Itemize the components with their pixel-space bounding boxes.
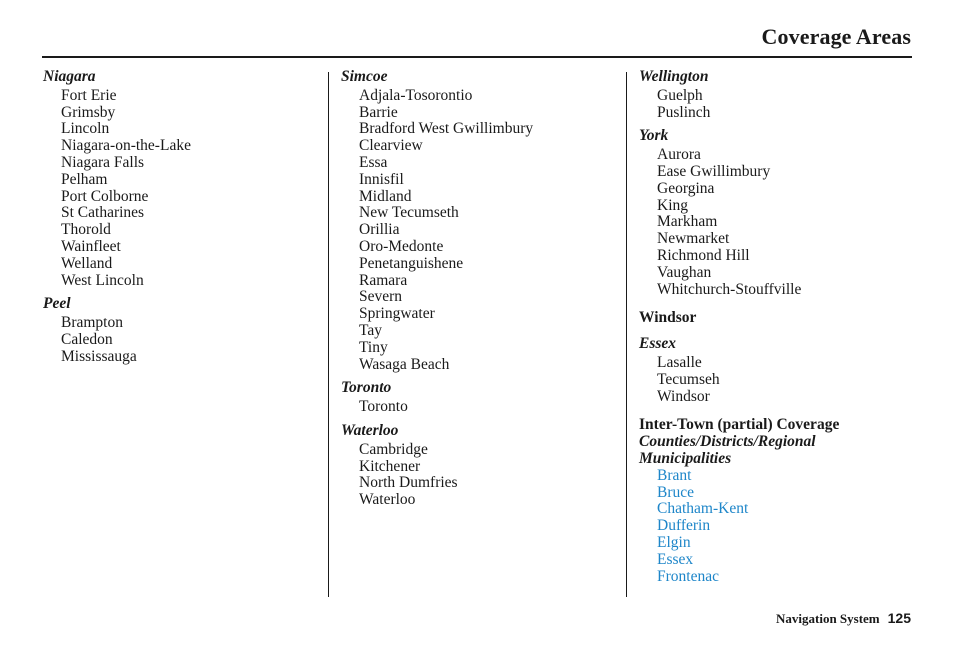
list-item: Severn	[359, 288, 403, 306]
column-divider-1	[328, 72, 329, 597]
list-item: North Dumfries	[359, 474, 458, 492]
list-item: Wasaga Beach	[359, 355, 450, 373]
list-item: Lasalle	[657, 353, 702, 371]
column-3	[639, 69, 919, 585]
group-list	[639, 88, 919, 122]
list-item: Newmarket	[657, 230, 730, 248]
list-item: Essa	[359, 153, 388, 171]
group-heading: Toronto	[341, 379, 392, 397]
list-item: Brampton	[61, 314, 123, 332]
group-list	[639, 147, 919, 298]
group-heading: Simcoe	[341, 68, 388, 85]
link-frontenac[interactable]: Frontenac	[657, 567, 719, 585]
group-list	[43, 88, 313, 290]
column-1	[43, 69, 313, 366]
list-item: Vaughan	[657, 263, 712, 281]
list-item: Thorold	[61, 221, 111, 239]
list-item: Windsor	[657, 387, 710, 405]
list-item: Whitchurch-Stouffville	[657, 280, 802, 298]
link-brant[interactable]: Brant	[657, 466, 692, 484]
link-dufferin[interactable]: Dufferin	[657, 517, 711, 535]
list-item: Niagara Falls	[61, 153, 145, 171]
link-list	[639, 468, 919, 586]
group-list	[341, 88, 616, 374]
list-item: Innisfil	[359, 170, 404, 188]
list-item: Adjala-Tosorontio	[359, 86, 473, 104]
list-item: Tecumseh	[657, 370, 720, 388]
list-item: Markham	[657, 213, 718, 231]
list-item: Aurora	[657, 146, 701, 164]
list-item: Ease Gwillimbury	[657, 162, 771, 180]
group-list	[341, 399, 616, 416]
list-item: Penetanguishene	[359, 254, 464, 272]
list-item: Kitchener	[359, 457, 421, 475]
section-subtitle: Municipalities	[639, 449, 732, 467]
list-item: New Tecumseth	[359, 204, 459, 222]
footer-label: Navigation System	[776, 611, 880, 626]
list-item: Georgina	[657, 179, 715, 197]
list-item: Fort Erie	[61, 86, 117, 104]
list-item: Port Colborne	[61, 187, 149, 205]
group-heading: Peel	[43, 295, 71, 313]
group-list	[341, 442, 616, 509]
link-chatham-kent[interactable]: Chatham-Kent	[657, 500, 749, 518]
list-item: Puslinch	[657, 103, 711, 121]
section-heading-windsor: Windsor	[639, 309, 697, 327]
link-essex[interactable]: Essex	[657, 550, 694, 568]
list-item: Wainfleet	[61, 237, 121, 255]
group-heading: Waterloo	[341, 421, 399, 439]
column-divider-2	[626, 72, 627, 597]
list-item: Niagara-on-the-Lake	[61, 137, 191, 155]
list-item: Springwater	[359, 305, 435, 323]
section-subtitle: Counties/Districts/Regional	[639, 433, 816, 451]
list-item: Clearview	[359, 137, 423, 155]
list-item: St Catharines	[61, 204, 145, 222]
link-bruce[interactable]: Bruce	[657, 483, 695, 501]
list-item: West Lincoln	[61, 271, 144, 289]
list-item: Richmond Hill	[657, 246, 750, 264]
group-heading: Wellington	[639, 68, 709, 85]
list-item: Grimsby	[61, 103, 116, 121]
list-item: Tay	[359, 321, 383, 339]
page-title: Coverage Areas	[761, 24, 911, 49]
list-item: Tiny	[359, 338, 388, 356]
list-item: Welland	[61, 254, 113, 272]
list-item: Caledon	[61, 330, 113, 348]
link-elgin[interactable]: Elgin	[657, 533, 691, 551]
section-heading-intertown: Inter-Town (partial) Coverage	[639, 416, 840, 434]
list-item: Mississauga	[61, 347, 137, 365]
list-item: Ramara	[359, 271, 408, 289]
page-number: 125	[887, 610, 911, 626]
list-item: King	[657, 196, 688, 214]
list-item: Pelham	[61, 170, 108, 188]
group-heading: Essex	[639, 335, 677, 353]
group-heading: York	[639, 127, 669, 145]
list-item: Lincoln	[61, 120, 110, 138]
list-item: Cambridge	[359, 440, 428, 458]
list-item: Oro-Medonte	[359, 237, 444, 255]
list-item: Barrie	[359, 103, 398, 121]
group-list	[43, 315, 313, 365]
list-item: Waterloo	[359, 491, 416, 509]
page-footer	[776, 610, 911, 627]
group-heading: Niagara	[43, 68, 96, 85]
list-item: Toronto	[359, 398, 408, 416]
header-rule	[42, 56, 912, 58]
list-item: Midland	[359, 187, 412, 205]
column-2	[341, 69, 616, 509]
list-item: Guelph	[657, 86, 703, 104]
list-item: Bradford West Gwillimbury	[359, 120, 534, 138]
list-item: Orillia	[359, 221, 400, 239]
group-list	[639, 355, 919, 405]
